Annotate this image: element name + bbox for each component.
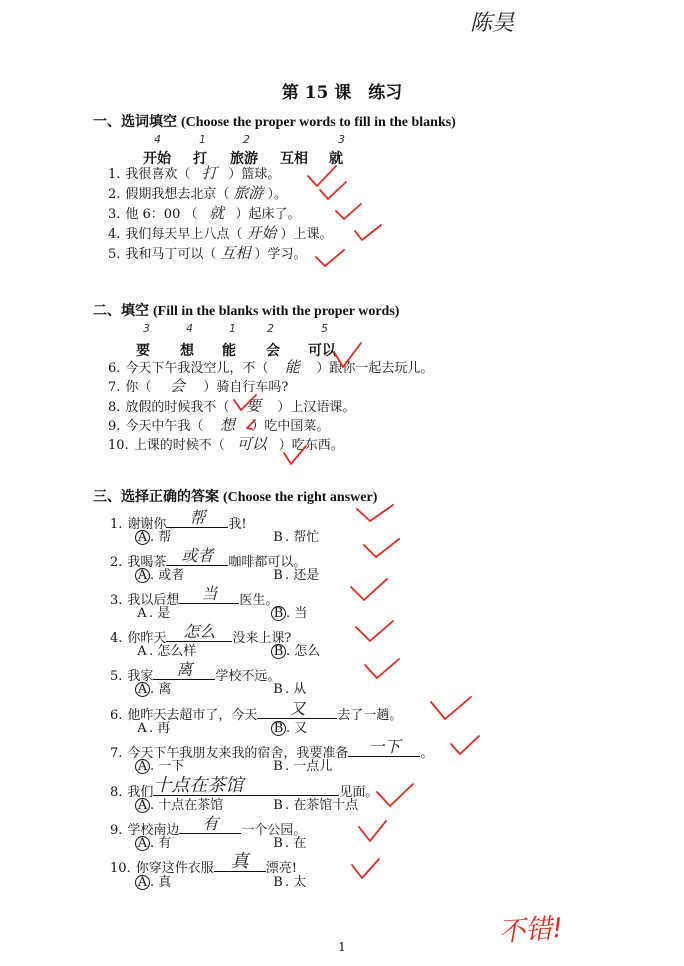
circled-choice: A: [135, 568, 150, 583]
student-name-handwritten: 陈昊: [470, 11, 515, 36]
teacher-comment-handwritten: 不错!: [497, 912, 565, 949]
check-mark: [351, 579, 387, 600]
answer-blank: [179, 814, 241, 834]
option-text: . 或者: [150, 568, 185, 583]
word-mark: 2: [267, 322, 274, 335]
handwritten-answer: 要: [245, 397, 261, 415]
handwritten-answer: 想: [219, 416, 235, 434]
item-text: 你（: [125, 380, 152, 395]
item-text: 我和马丁可以（: [125, 247, 217, 262]
exercise-line: [108, 225, 332, 243]
handwritten-answer: 帮: [189, 508, 206, 527]
section2-heading: [93, 300, 399, 320]
option-text: . 是: [149, 606, 171, 621]
check-mark: [365, 659, 399, 678]
option-a: [135, 643, 196, 660]
item-number: 9.: [108, 419, 121, 434]
option-a: [135, 720, 170, 737]
option-letter: B: [273, 798, 283, 813]
item-text: 放假的时候我不（: [125, 400, 230, 415]
answer-blank: [153, 775, 339, 796]
exercise-line: [108, 436, 344, 454]
option-text: . 有: [150, 836, 172, 851]
item-text: ）篮球。: [228, 167, 281, 182]
item-number: 8.: [108, 400, 121, 415]
item-text: ）吃中国菜。: [251, 419, 330, 434]
question-text: 今天下午我朋友来我的宿舍，我要准备: [127, 746, 349, 761]
word-bank-item: 要: [136, 343, 150, 359]
section1-heading: [93, 111, 456, 131]
option-a: [135, 529, 171, 546]
check-mark: [357, 505, 393, 521]
question-number: 10.: [110, 861, 131, 876]
question-text: 医生。: [239, 593, 279, 608]
item-number: 1.: [108, 167, 121, 182]
option-text: . 又: [286, 721, 308, 736]
handwritten-answer: 能: [284, 358, 300, 376]
option-letter: B: [273, 530, 283, 545]
handwritten-answer: 当: [201, 584, 218, 603]
answer-blank: [166, 622, 232, 642]
answer-blank: [257, 699, 337, 719]
exercise-line: [108, 398, 355, 416]
option-b: [271, 681, 306, 698]
option-letter: A: [137, 644, 147, 659]
section3-heading-en: (Choose the right answer): [223, 490, 378, 505]
page-number: 1: [338, 940, 346, 954]
question-number: 5.: [110, 669, 123, 684]
circled-choice: B: [271, 721, 286, 736]
option-text: . 十点在茶馆: [150, 798, 224, 813]
option-text: . 太: [285, 875, 307, 890]
word-mark: 1: [199, 133, 206, 146]
question-text: 你昨天: [127, 631, 167, 646]
check-mark: [356, 621, 393, 641]
circled-choice: B: [271, 606, 286, 621]
question-number: 9.: [110, 823, 123, 838]
question-text: 一个公园。: [241, 823, 307, 838]
item-text: ）上课。: [280, 227, 333, 242]
item-text: ）。: [267, 187, 287, 202]
handwritten-answer: 一下: [368, 737, 401, 756]
word-mark: 4: [186, 322, 193, 335]
item-number: 2.: [108, 187, 121, 202]
option-text: . 帮忙: [285, 530, 320, 545]
option-text: . 在: [285, 836, 307, 851]
word-mark: 3: [143, 322, 150, 335]
handwritten-answer: 会: [169, 377, 185, 395]
handwritten-answer: 就: [208, 204, 224, 222]
answer-blank: [166, 546, 228, 566]
item-number: 4.: [108, 227, 121, 242]
section3-heading: [93, 486, 377, 506]
section3-heading-zh: 三、选择正确的答案: [93, 489, 219, 505]
question-text: 漂亮!: [265, 861, 297, 876]
question-text: 学校不远。: [215, 669, 281, 684]
question-text: 我以后想: [127, 593, 180, 608]
option-text: . 再: [149, 721, 171, 736]
section1-heading-zh: 一、选词填空: [93, 114, 177, 130]
handwritten-answer: 怎么: [183, 622, 216, 641]
question-number: 7.: [110, 746, 123, 761]
check-mark: [431, 697, 471, 719]
question-text: 学校南边: [127, 823, 180, 838]
word-bank-item: 可以: [308, 343, 336, 359]
check-mark: [316, 250, 344, 266]
option-text: . 真: [150, 875, 172, 890]
word-bank-item: 开始: [143, 151, 171, 167]
circled-choice: A: [135, 682, 150, 697]
check-mark: [364, 539, 399, 557]
handwritten-answer: 开始: [246, 224, 277, 242]
option-b: [271, 720, 307, 737]
option-letter: B: [273, 682, 283, 697]
question-text: 他昨天去超市了，今天: [127, 708, 258, 723]
option-a: [135, 758, 184, 775]
section2-heading-zh: 二、填空: [93, 303, 149, 319]
item-text: 他 6：00 （: [125, 207, 198, 222]
circled-choice: A: [135, 530, 150, 545]
handwritten-answer: 离: [176, 660, 193, 679]
handwritten-answer: 或者: [181, 546, 214, 565]
option-text: . 怎么样: [149, 644, 197, 659]
item-text: 假期我想去北京（: [125, 187, 230, 202]
question-number: 2.: [110, 555, 123, 570]
question-number: 3.: [110, 593, 123, 608]
item-number: 3.: [108, 207, 121, 222]
item-number: 5.: [108, 247, 121, 262]
handwritten-answer: 互相: [220, 244, 251, 262]
item-text: 今天中午我（: [125, 419, 204, 434]
option-text: . 在茶馆十点: [285, 798, 359, 813]
question-number: 6.: [110, 708, 123, 723]
circled-choice: A: [135, 759, 150, 774]
question-text: 咖啡都可以。: [228, 555, 307, 570]
word-bank-item: 互相: [280, 151, 308, 167]
option-b: [271, 567, 319, 584]
word-mark: 3: [338, 133, 345, 146]
page-title: 第 15 课 练习: [281, 83, 403, 103]
option-b: [271, 874, 306, 891]
word-bank-item: 会: [266, 343, 280, 359]
question-text: 你穿这件衣服: [135, 861, 214, 876]
exercise-line: [108, 205, 301, 223]
question-text: 我家: [127, 669, 154, 684]
handwritten-answer: 又: [289, 699, 306, 718]
option-letter: B: [273, 875, 283, 890]
item-text: 今天下午我没空儿，不（: [125, 361, 269, 376]
option-a: [135, 835, 171, 852]
option-letter: B: [273, 568, 283, 583]
handwritten-answer: 真: [230, 851, 249, 872]
check-mark: [308, 166, 336, 186]
word-bank-item: 能: [222, 343, 236, 359]
option-text: . 当: [286, 606, 308, 621]
question-text: 没来上课?: [232, 631, 292, 646]
option-text: . 从: [285, 682, 307, 697]
check-mark: [352, 859, 379, 878]
circled-choice: A: [135, 798, 150, 813]
question-text: 我!: [228, 517, 247, 532]
option-b: [271, 835, 306, 852]
option-b: [271, 605, 307, 622]
answer-blank: [166, 508, 228, 528]
item-text: 我很喜欢（: [125, 167, 191, 182]
answer-blank: [348, 737, 420, 757]
option-a: [135, 681, 171, 698]
option-letter: B: [273, 759, 283, 774]
option-letter: A: [137, 721, 147, 736]
item-text: ）骑自行车吗?: [203, 380, 289, 395]
check-mark: [355, 225, 381, 240]
item-text: 上课的时候不（: [133, 438, 225, 453]
word-mark: 1: [229, 322, 236, 335]
option-a: [135, 567, 184, 584]
item-text: 我们每天早上八点（: [125, 227, 243, 242]
option-text: . 还是: [285, 568, 320, 583]
exercise-line: [108, 245, 306, 263]
word-bank-item: 想: [180, 343, 194, 359]
section1-heading-en: (Choose the proper words to fill in the blanks): [181, 115, 456, 130]
item-text: ）跟你一起去玩儿。: [316, 361, 434, 376]
word-bank-item: 就: [329, 151, 343, 167]
option-text: . 离: [150, 682, 172, 697]
option-text: . 一下: [150, 759, 185, 774]
option-letter: B: [273, 836, 283, 851]
item-number: 10.: [108, 438, 129, 453]
question-text: 谢谢你: [127, 517, 167, 532]
option-text: . 怎么: [286, 644, 321, 659]
option-a: [135, 874, 171, 891]
option-a: [135, 797, 223, 814]
item-text: ）上汉语课。: [277, 400, 356, 415]
answer-blank: [153, 660, 215, 680]
option-b: [271, 643, 320, 660]
exercise-line: [108, 165, 280, 183]
item-text: ）吃东西。: [278, 438, 344, 453]
question-text: 去了一趟。: [337, 708, 403, 723]
check-mark: [377, 784, 413, 806]
question-number: 8.: [110, 785, 123, 800]
item-number: 6.: [108, 361, 121, 376]
question-text: 我喝茶: [127, 555, 167, 570]
question-text: 我们: [127, 785, 154, 800]
circled-choice: A: [135, 875, 150, 890]
exercise-line: [108, 417, 329, 435]
word-bank-item: 旅游: [230, 151, 258, 167]
word-mark: 5: [321, 322, 328, 335]
exercise-line: [108, 378, 288, 396]
exercise-line: [108, 185, 287, 203]
word-mark: 2: [243, 133, 250, 146]
option-b: [271, 758, 332, 775]
check-mark: [336, 204, 361, 219]
answer-blank: [179, 584, 239, 604]
option-a: [135, 605, 170, 622]
handwritten-answer: 可以: [236, 435, 267, 453]
circled-choice: A: [135, 836, 150, 851]
handwritten-answer: 有: [202, 814, 219, 833]
question-text: 见面。: [339, 785, 379, 800]
check-mark: [320, 182, 346, 199]
option-text: . 帮: [150, 530, 172, 545]
option-letter: A: [137, 606, 147, 621]
check-mark: [359, 821, 386, 841]
handwritten-answer: 打: [201, 164, 217, 182]
question-number: 4.: [110, 631, 123, 646]
item-text: ）学习。: [254, 247, 307, 262]
question-text: 。: [420, 746, 434, 761]
circled-choice: B: [271, 644, 286, 659]
option-b: [271, 529, 319, 546]
word-mark: 4: [154, 133, 161, 146]
handwritten-answer: 十点在茶馆: [153, 775, 244, 796]
exercise-line: [108, 359, 433, 377]
word-bank-item: 打: [193, 151, 207, 167]
answer-blank: [214, 851, 266, 872]
check-mark: [451, 736, 479, 754]
handwritten-answer: 旅游: [233, 184, 264, 202]
option-b: [271, 797, 358, 814]
item-number: 7.: [108, 380, 121, 395]
option-text: . 一点儿: [285, 759, 333, 774]
section2-heading-en: (Fill in the blanks with the proper words): [153, 304, 400, 319]
question-line: [110, 508, 247, 533]
question-number: 1.: [110, 517, 123, 532]
item-text: ）起床了。: [235, 207, 301, 222]
